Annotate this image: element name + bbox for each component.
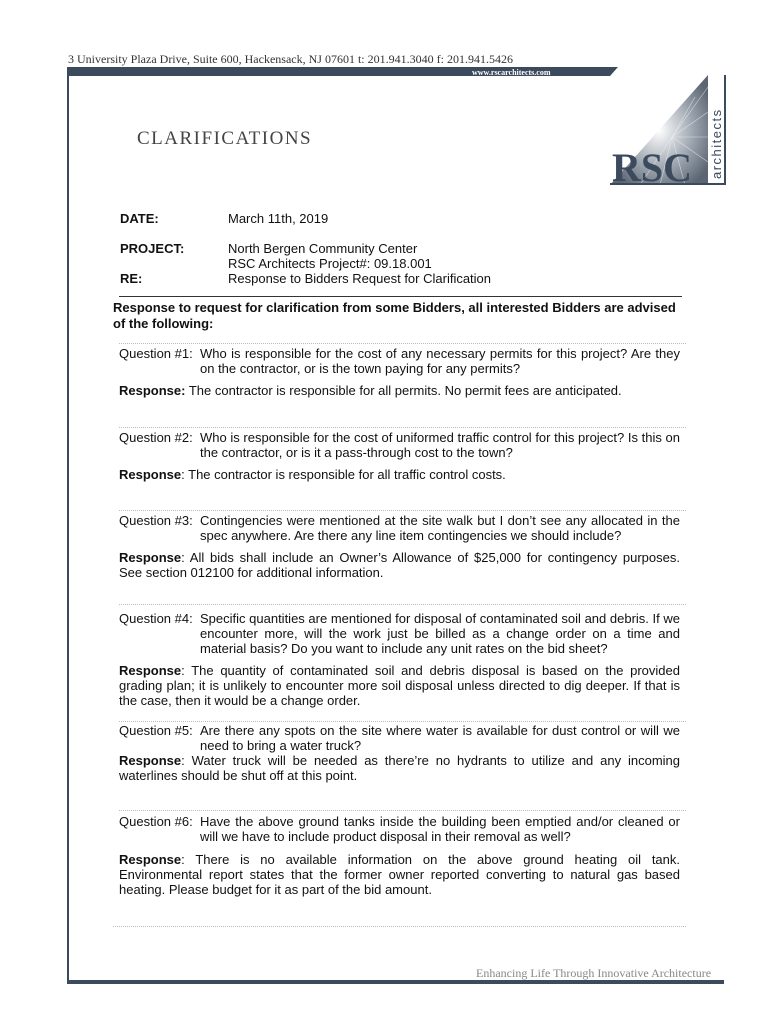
- re-label: RE:: [120, 271, 143, 286]
- date-label: DATE:: [120, 211, 159, 226]
- question-text: Contingencies were mentioned at the site walk but I don’t see any allocated in the spec anywhere. Are there any line item contingencies we should include?: [200, 513, 680, 543]
- response-text: : The contractor is responsible for all traffic control costs.: [181, 467, 506, 482]
- question-text: Who is responsible for the cost of uniformed traffic control for this project? Is this on the contractor, or is it a pass-through cost to the town?: [200, 430, 680, 460]
- project-number: RSC Architects Project#: 09.18.001: [228, 256, 432, 271]
- response-label: Response: [119, 753, 182, 768]
- question-divider: [119, 810, 686, 811]
- question-divider: [119, 510, 686, 511]
- question-text: Specific quantities are mentioned for disposal of contaminated soil and debris. If we encounter more, will the work just be billed as a change order on a time and material basis? Do you want to include any unit rates on the bid sheet?: [200, 611, 680, 656]
- letterhead-address: 3 University Plaza Drive, Suite 600, Hackensack, NJ 07601 t: 201.941.3040 f: 201.941.5426: [68, 52, 513, 66]
- response-text: The contractor is responsible for all permits. No permit fees are anticipated.: [185, 383, 622, 398]
- question-label: Question #6:: [119, 814, 193, 829]
- website-link[interactable]: www.rscarchitects.com: [472, 68, 551, 77]
- response-text: : There is no available information on the above ground heating oil tank. Environmental report states that the former owner reported converting to natural gas based heating. Please budget for it as part of the bid amount.: [119, 852, 680, 897]
- question-5: [119, 723, 680, 753]
- logo-side-text: architects: [709, 108, 724, 179]
- response-label: Response:: [119, 383, 186, 398]
- response-text: : Water truck will be needed as there’re no hydrants to utilize and any incoming waterlines should be shut off at this point.: [119, 753, 680, 783]
- question-label: Question #5:: [119, 723, 193, 738]
- question-4: [119, 611, 680, 656]
- date-value: March 11th, 2019: [228, 211, 329, 226]
- question-3: [119, 513, 680, 543]
- footer-bar: [68, 980, 724, 984]
- question-divider: [119, 604, 686, 605]
- question-label: Question #1:: [119, 346, 193, 361]
- project-label: PROJECT:: [120, 241, 185, 256]
- question-label: Question #4:: [119, 611, 193, 626]
- response-1: [119, 383, 680, 398]
- response-5: [119, 753, 680, 783]
- response-4: [119, 663, 680, 708]
- page-title: CLARIFICATIONS: [137, 128, 313, 149]
- response-6: [119, 852, 680, 897]
- response-2: [119, 467, 680, 482]
- response-3: [119, 550, 680, 580]
- response-label: Response: [119, 663, 182, 678]
- response-text: : All bids shall include an Owner’s Allowance of $25,000 for contingency purposes. See section 012100 for additional information.: [119, 550, 680, 580]
- end-divider: [113, 926, 686, 927]
- response-label: Response: [119, 852, 182, 867]
- question-1: [119, 346, 680, 376]
- question-divider: [119, 343, 686, 344]
- response-label: Response: [119, 467, 182, 482]
- project-name: North Bergen Community Center: [228, 241, 418, 256]
- footer-tagline: Enhancing Life Through Innovative Architecture: [476, 966, 712, 980]
- question-text: Are there any spots on the site where water is available for dust control or will we need to bring a water truck?: [200, 723, 680, 753]
- question-label: Question #2:: [119, 430, 193, 445]
- question-label: Question #3:: [119, 513, 193, 528]
- question-divider: [119, 721, 686, 722]
- response-label: Response: [119, 550, 182, 565]
- re-value: Response to Bidders Request for Clarification: [228, 271, 492, 286]
- section-divider: [119, 296, 682, 297]
- rsc-logo: [610, 67, 726, 185]
- intro-text: Response to request for clarification from some Bidders, all interested Bidders are advised of the following:: [113, 300, 676, 331]
- question-text: Have the above ground tanks inside the building been emptied and/or cleaned or will we have to include product disposal in their removal as well?: [200, 814, 680, 844]
- left-border-line: [67, 67, 69, 984]
- question-6: [119, 814, 680, 844]
- question-2: [119, 430, 680, 460]
- response-text: : The quantity of contaminated soil and debris disposal is based on the provided grading plan; it is unlikely to encounter more soil disposal unless directed to dig deeper. If that is the case, then it would be a change order.: [119, 663, 680, 708]
- question-divider: [119, 427, 686, 428]
- question-text: Who is responsible for the cost of any necessary permits for this project? Are they on the contractor, or is the town paying for any permits?: [200, 346, 680, 376]
- logo-text: RSC: [612, 145, 693, 185]
